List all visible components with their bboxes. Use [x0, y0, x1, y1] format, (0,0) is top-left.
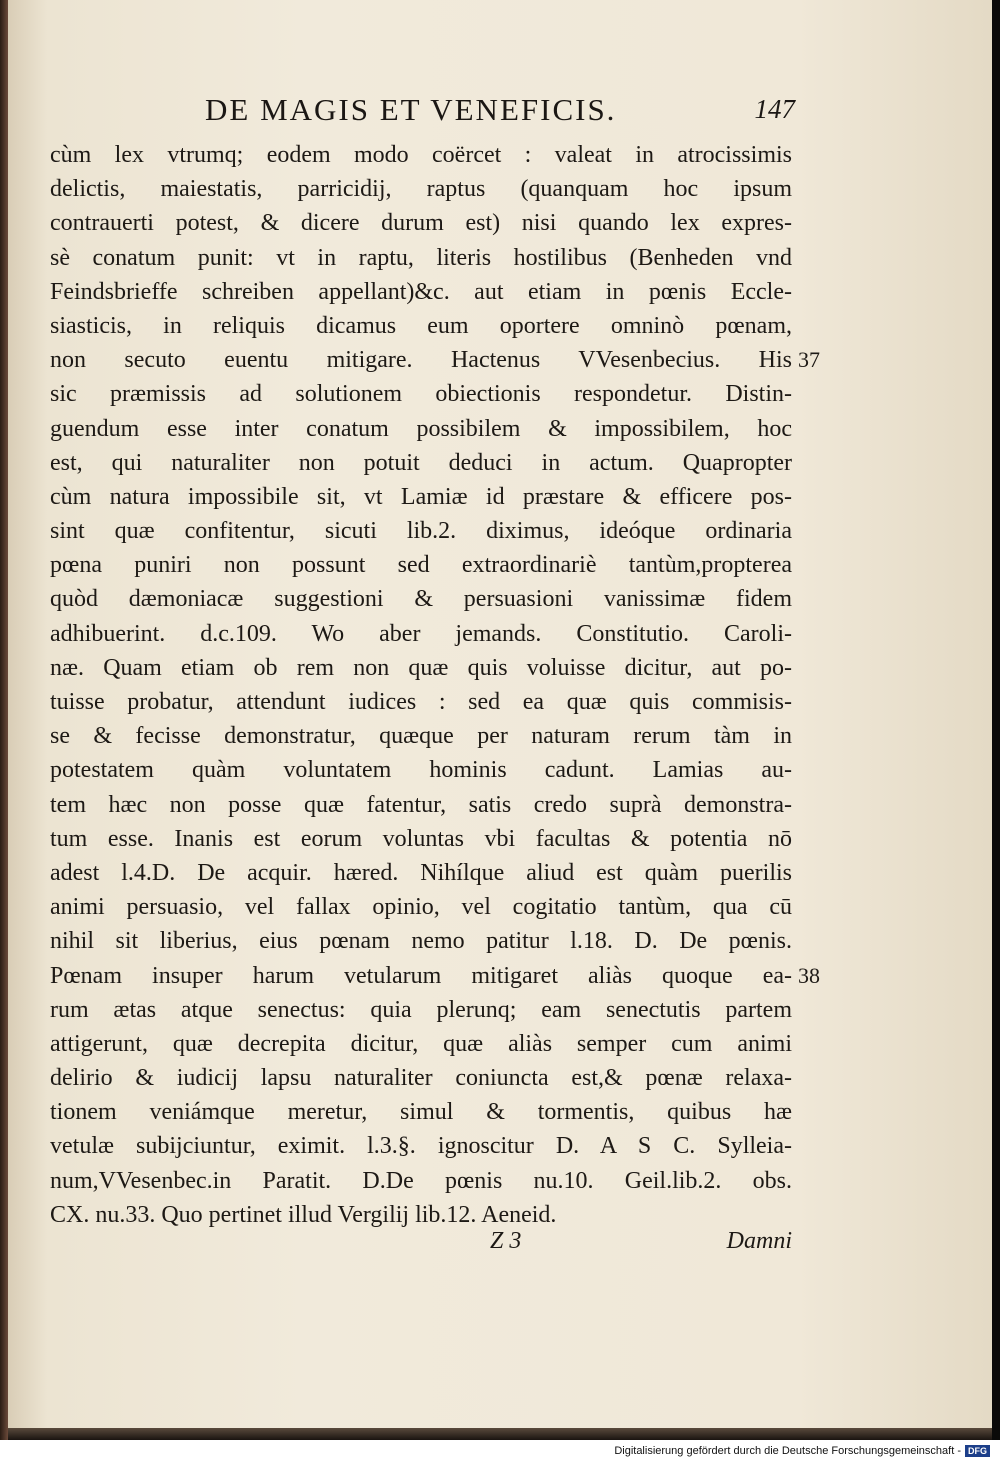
- text-line: contrauerti potest, & dicere durum est) nisi quando lex expres-: [50, 210, 792, 237]
- text-line: attigerunt, quæ decrepita dicitur, quæ aliàs semper cum animi: [50, 1030, 792, 1057]
- text-line: sè conatum punit: vt in raptu, literis hostilibus (Benheden vnd: [50, 244, 792, 271]
- text-line: sint quæ confitentur, sicuti lib.2. diximus, ideóque ordinaria: [50, 518, 792, 545]
- text-line: tum esse. Inanis est eorum voluntas vbi facultas & potentia nō: [50, 825, 792, 852]
- text-line: tuisse probatur, attendunt iudices : sed ea quæ quis commisis-: [50, 689, 792, 715]
- page-bottom-edge: [8, 1428, 992, 1440]
- page-number: 147: [754, 94, 795, 124]
- body-text: [50, 138, 792, 1232]
- text-line: sic præmissis ad solutionem obiectionis respondetur. Distin-: [50, 381, 792, 408]
- margin-number: 38: [798, 962, 820, 988]
- text-line: tionem veniámque meretur, simul & tormentis, quibus hæ: [50, 1099, 792, 1126]
- text-line: Feindsbrieffe schreiben appellant)&c. aut etiam in pœnis Eccle-: [50, 278, 792, 305]
- text-line: vetulæ subijciuntur, eximit. l.3.§. ignoscitur D. A S C. Sylleia-: [50, 1133, 792, 1160]
- digitization-credit: [614, 1445, 990, 1457]
- text-line: animi persuasio, vel fallax opinio, vel cogitatio tantùm, qua cū: [50, 894, 792, 921]
- dfg-logo: DFG: [965, 1445, 990, 1457]
- running-head: [205, 92, 795, 128]
- text-line: est, qui naturaliter non potuit deduci in actum. Quapropter: [50, 449, 792, 476]
- text-line: se & fecisse demonstratur, quæque per naturam rerum tàm in: [50, 723, 792, 750]
- text-line: rum ætas atque senectus: quia plerunq; eam senectutis partem: [50, 996, 792, 1023]
- signature-mark: Z 3: [490, 1228, 522, 1254]
- text-line: siasticis, in reliquis dicamus eum oportere omninò pœnam,: [50, 312, 792, 339]
- text-line: næ. Quam etiam ob rem non quæ quis voluisse dicitur, aut po-: [50, 654, 792, 681]
- text-line: potestatem quàm voluntatem hominis cadunt. Lamias au-: [50, 757, 792, 784]
- running-title: DE MAGIS ET VENEFICIS.: [205, 92, 617, 127]
- text-line: delictis, maiestatis, parricidij, raptus (quanquam hoc ipsum: [50, 176, 792, 203]
- text-line: cùm lex vtrumq; eodem modo coërcet : valeat in atrocissimis: [50, 142, 792, 168]
- credit-text: Digitalisierung gefördert durch die Deutsche Forschungsgemeinschaft -: [614, 1445, 961, 1457]
- text-line: non secuto euentu mitigare. Hactenus VVesenbecius. His: [50, 347, 792, 374]
- text-line: num,VVesenbec.in Paratit. D.De pœnis nu.10. Geil.lib.2. obs.: [50, 1167, 792, 1194]
- page-footer: [490, 1228, 792, 1262]
- text-line: adhibuerint. d.c.109. Wo aber jemands. Constitutio. Caroli-: [50, 620, 792, 647]
- text-line: CX. nu.33. Quo pertinet illud Vergilij lib.12. Aeneid.: [50, 1201, 557, 1228]
- text-line: quòd dæmoniacæ suggestioni & persuasioni vanissimæ fidem: [50, 586, 792, 613]
- catchword: Damni: [726, 1228, 792, 1254]
- text-line: tem hæc non posse quæ fatentur, satis credo suprà demonstra-: [50, 791, 792, 818]
- text-line: cùm natura impossibile sit, vt Lamiæ id præstare & efficere pos-: [50, 483, 792, 510]
- margin-number: 37: [798, 347, 820, 373]
- text-line: pœna puniri non possunt sed extraordinariè tantùm,propterea: [50, 552, 792, 579]
- text-line: Pœnam insuper harum vetularum mitigaret aliàs quoque ea-: [50, 962, 792, 989]
- text-line: guendum esse inter conatum possibilem & impossibilem, hoc: [50, 415, 792, 442]
- binding-edge: [0, 0, 8, 1440]
- text-line: adest l.4.D. De acquir. hæred. Nihílque aliud est quàm puerilis: [50, 859, 792, 886]
- text-line: nihil sit liberius, eius pœnam nemo patitur l.18. D. De pœnis.: [50, 928, 792, 955]
- text-line: delirio & iudicij lapsu naturaliter coniuncta est,& pœnæ relaxa-: [50, 1065, 792, 1092]
